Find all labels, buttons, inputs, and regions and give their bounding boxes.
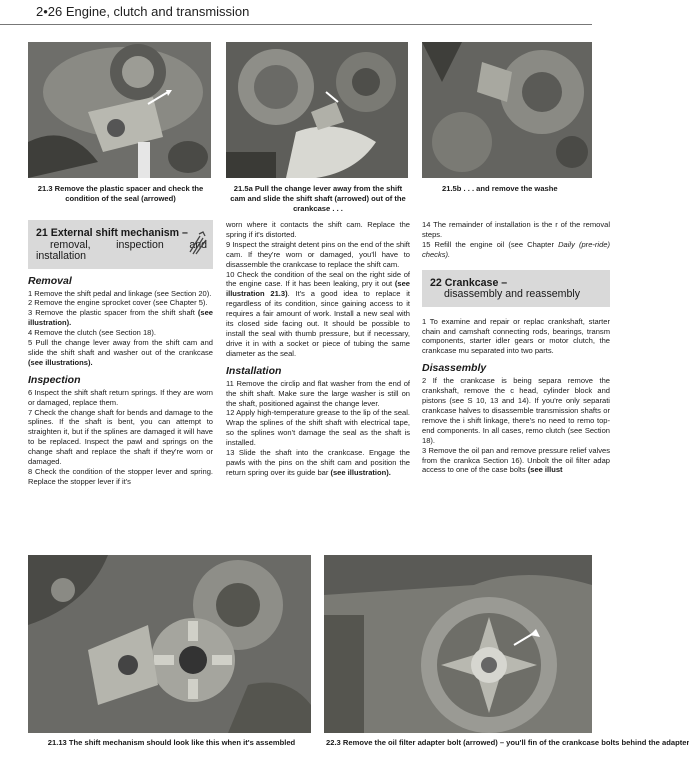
section-22-title: Crankcase – — [444, 276, 508, 289]
removal-heading: Removal — [28, 274, 72, 287]
inspection-step-8-cont: worn where it contacts the shift cam. Replace the spring if it's distorted. — [226, 220, 410, 239]
removal-step-2: 2 Remove the engine sprocket cover (see Chapter 5). — [28, 298, 208, 308]
section-22-subtitle: disassembly and reassembly — [444, 288, 581, 301]
caption-21-13: 21.13 The shift mechanism should look like this when it's assembled — [47, 738, 296, 747]
inspection-step-6: 6 Inspect the shift shaft return springs. If they are worn or damaged, replace them. — [28, 387, 213, 407]
inspection-step-8: 8 Check the condition of the stopper lever and spring. Replace the stopper lever if it's — [28, 467, 213, 486]
photo-21-3 — [28, 42, 211, 178]
section-21-heading — [28, 220, 213, 269]
photo-21-5b — [422, 42, 592, 178]
installation-step-14: 14 The remainder of installation is the r of the removal steps. — [422, 220, 610, 239]
inspection-step-9: 9 Inspect the straight detent pins on the end of the shift cam. If they're worn or damaged, you'll have to disassemble the crankcase to replace the shift cam. — [226, 239, 410, 269]
inspection-heading: Inspection — [28, 373, 81, 386]
column-3 — [422, 220, 610, 475]
installation-step-11: 11 Remove the circlip and flat washer from the end of the shift shaft. Make sure the large washer is still on the shaft, positioned against the change lever. — [226, 378, 410, 408]
page-header: 2•26 Engine, clutch and transmission — [36, 4, 250, 19]
photo-21-13 — [28, 555, 311, 733]
inspection-step-10: 10 Check the condition of the seal on the right side of the engine case. If it has been leaking, pry it out (see illustration 21.3). It's a good idea to replace it regardless of its condition, since gaining access to it requires a fair amount of work. Install a new seal with its closed side facing out. It should be possible to install the seal with thumb pressure, but if necessary, drive it in with a socket or piece of tubing the same diameter as the seal. — [226, 269, 410, 358]
removal-step-4: 4 Remove the clutch (see Section 18). — [28, 328, 156, 338]
caption-21-5b: 21.5b . . . and remove the washe — [442, 184, 558, 193]
installation-step-13: 13 Slide the shaft into the crankcase. Engage the pawls with the pins on the shift cam and position the return spring over its guide bar (see illustration). — [226, 448, 410, 477]
crankcase-step-1: 1 To examine and repair or replac crankshaft, starter chain and camshaft connecting rods, bearings, transm components, starter idler gears or motor clutch, the crankcase mu separated into two parts. — [422, 316, 610, 356]
disassembly-heading: Disassembly — [422, 362, 487, 375]
section-21-subtitle: removal, inspection and installation — [36, 238, 207, 262]
inspection-step-7: 7 Check the change shaft for bends and damage to the splines. If the shaft is bent, you can attempt to straighten it, but if the splines are damaged it will have to be replaced. Inspect the pawl and springs on the change shaft and replace the shaft if they're worn or damaged. — [28, 407, 213, 467]
caption-21-5a: 21.5a Pull the change lever away from the shift cam and slide the shift shaft (arrowed) out of the crankcase . . . — [230, 184, 406, 213]
section-22-number: 22 — [430, 276, 442, 289]
column-3-clip — [422, 220, 610, 550]
photo-21-5a — [226, 42, 408, 178]
section-21-title: External shift mechanism – — [50, 227, 188, 239]
section-22-heading — [422, 270, 610, 307]
crankcase-step-2: 2 If the crankcase is being separa remove the crankshaft, remove the c head, cylinder block and pistons (see S 10, 13 and 14). If you're only separati crankcase halves to disassemble transmission shafts or remove the i shift linkage, there's no need to remo top-end components. In all cases, remo clutch (see Section 18). — [422, 376, 610, 445]
installation-step-15: 15 Refill the engine oil (see Chapter Daily (pre-ride) checks). — [422, 239, 610, 259]
installation-heading: Installation — [226, 364, 282, 377]
header-rule — [0, 24, 592, 25]
photo-22-3 — [324, 555, 592, 733]
column-1 — [28, 220, 213, 487]
removal-step-1: 1 Remove the shift pedal and linkage (see Section 20). — [28, 288, 212, 298]
caption-22-3: 22.3 Remove the oil filter adapter bolt (arrowed) – you'll fin of the crankcase bolts behind the adapter — [326, 738, 689, 747]
caption-21-3: 21.3 Remove the plastic spacer and check the condition of the seal (arrowed) — [37, 184, 204, 203]
wrench-icon — [187, 230, 209, 256]
installation-step-12: 12 Apply high-temperature grease to the lip of the seal. Wrap the splines of the shift shaft with electrical tape, so the splines won't damage the seal as the shaft is installed. — [226, 408, 410, 448]
section-21-number: 21 — [36, 227, 48, 239]
removal-step-3: 3 Remove the plastic spacer from the shift shaft (see illustration). — [28, 308, 213, 328]
column-2 — [226, 220, 410, 478]
crankcase-step-3: 3 Remove the oil pan and remove pressure relief valves from the crankca Section 16). Unbolt the oil filter adap access to one of the case bolts (see illust — [422, 445, 610, 475]
removal-step-5: 5 Pull the change lever away from the shift cam and slide the shift shaft and washer out of the crankcase (see illustrations). — [28, 338, 213, 367]
